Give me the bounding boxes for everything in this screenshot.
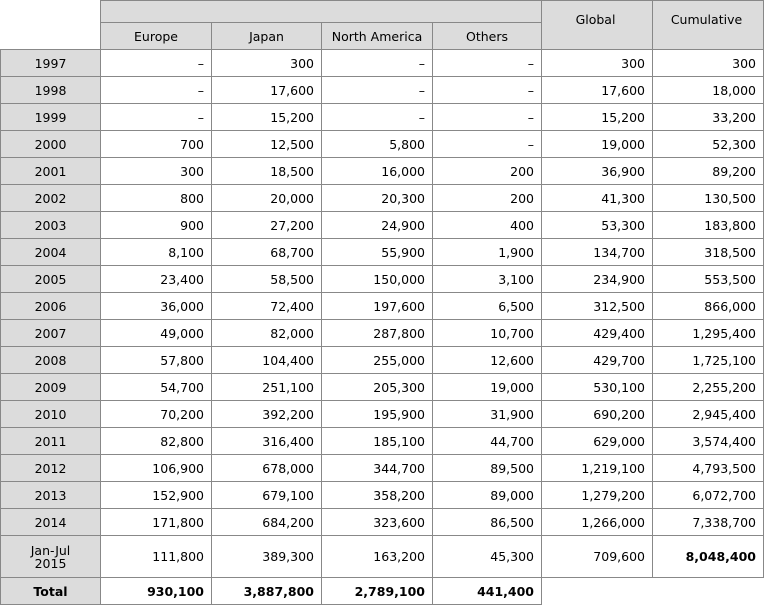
- table-row-total: [1, 578, 764, 605]
- cumulative-cell: 183,800: [653, 212, 764, 239]
- north-america-cell: 205,300: [322, 374, 433, 401]
- japan-cell: 251,100: [212, 374, 322, 401]
- table-row: [1, 482, 764, 509]
- cumulative-cell: 18,000: [653, 77, 764, 104]
- region-group-header: [101, 1, 542, 23]
- table-row: [1, 428, 764, 455]
- global-cell: 36,900: [542, 158, 653, 185]
- japan-cell: 17,600: [212, 77, 322, 104]
- others-cell: –: [433, 50, 542, 77]
- europe-cell: 111,800: [101, 536, 212, 578]
- year-cell: 2004: [1, 239, 101, 266]
- others-cell: 400: [433, 212, 542, 239]
- year-cell: 2010: [1, 401, 101, 428]
- global-cell: 429,400: [542, 320, 653, 347]
- year-cell: 2005: [1, 266, 101, 293]
- global-cell: 53,300: [542, 212, 653, 239]
- europe-cell: 36,000: [101, 293, 212, 320]
- year-cell: 2002: [1, 185, 101, 212]
- north-america-cell: 185,100: [322, 428, 433, 455]
- total-label: Total: [1, 578, 101, 605]
- header-japan: Japan: [212, 23, 322, 50]
- others-cell: 200: [433, 185, 542, 212]
- europe-cell: –: [101, 77, 212, 104]
- japan-cell: 12,500: [212, 131, 322, 158]
- table-row: [1, 374, 764, 401]
- table-row: [1, 401, 764, 428]
- table-row: [1, 158, 764, 185]
- cumulative-cell: 2,945,400: [653, 401, 764, 428]
- cumulative-cell: 866,000: [653, 293, 764, 320]
- global-cell: 15,200: [542, 104, 653, 131]
- global-cell: 234,900: [542, 266, 653, 293]
- japan-cell: 27,200: [212, 212, 322, 239]
- year-cell: 2013: [1, 482, 101, 509]
- europe-cell: 900: [101, 212, 212, 239]
- year-cell: 2000: [1, 131, 101, 158]
- europe-cell: 700: [101, 131, 212, 158]
- north-america-cell: 344,700: [322, 455, 433, 482]
- global-cell: 1,279,200: [542, 482, 653, 509]
- north-america-cell: 163,200: [322, 536, 433, 578]
- cumulative-cell: 318,500: [653, 239, 764, 266]
- table-row: [1, 293, 764, 320]
- year-cell: 2008: [1, 347, 101, 374]
- total-empty-tail: [542, 578, 764, 605]
- others-cell: 200: [433, 158, 542, 185]
- total-europe: 930,100: [101, 578, 212, 605]
- europe-cell: 300: [101, 158, 212, 185]
- year-cell: 2009: [1, 374, 101, 401]
- others-cell: 12,600: [433, 347, 542, 374]
- japan-cell: 316,400: [212, 428, 322, 455]
- cumulative-cell: 3,574,400: [653, 428, 764, 455]
- global-cell: 312,500: [542, 293, 653, 320]
- cumulative-cell: 6,072,700: [653, 482, 764, 509]
- cumulative-cell: 300: [653, 50, 764, 77]
- year-cell: [1, 536, 101, 578]
- global-cell: 300: [542, 50, 653, 77]
- north-america-cell: 255,000: [322, 347, 433, 374]
- global-cell: 429,700: [542, 347, 653, 374]
- others-cell: 89,500: [433, 455, 542, 482]
- global-cell: 134,700: [542, 239, 653, 266]
- table-row: [1, 50, 764, 77]
- europe-cell: 800: [101, 185, 212, 212]
- japan-cell: 679,100: [212, 482, 322, 509]
- north-america-cell: 287,800: [322, 320, 433, 347]
- others-cell: 3,100: [433, 266, 542, 293]
- header-others: Others: [433, 23, 542, 50]
- year-cell: 2012: [1, 455, 101, 482]
- north-america-cell: 150,000: [322, 266, 433, 293]
- others-cell: 10,700: [433, 320, 542, 347]
- japan-cell: 389,300: [212, 536, 322, 578]
- north-america-cell: 195,900: [322, 401, 433, 428]
- cumulative-cell: 2,255,200: [653, 374, 764, 401]
- year-cell: 2001: [1, 158, 101, 185]
- year-cell: 2014: [1, 509, 101, 536]
- table-row: [1, 347, 764, 374]
- total-others: 441,400: [433, 578, 542, 605]
- japan-cell: 104,400: [212, 347, 322, 374]
- north-america-cell: 55,900: [322, 239, 433, 266]
- table-row-partial-year: [1, 536, 764, 578]
- cumulative-cell: 553,500: [653, 266, 764, 293]
- table-row: [1, 212, 764, 239]
- japan-cell: 58,500: [212, 266, 322, 293]
- others-cell: 45,300: [433, 536, 542, 578]
- year-cell: 1998: [1, 77, 101, 104]
- japan-cell: 15,200: [212, 104, 322, 131]
- table-row: [1, 320, 764, 347]
- others-cell: –: [433, 131, 542, 158]
- cumulative-cell: 1,725,100: [653, 347, 764, 374]
- japan-cell: 684,200: [212, 509, 322, 536]
- cumulative-cell: 8,048,400: [653, 536, 764, 578]
- table-row: [1, 185, 764, 212]
- cumulative-cell: 130,500: [653, 185, 764, 212]
- year-cell: 2003: [1, 212, 101, 239]
- others-cell: 1,900: [433, 239, 542, 266]
- japan-cell: 18,500: [212, 158, 322, 185]
- europe-cell: 8,100: [101, 239, 212, 266]
- north-america-cell: 20,300: [322, 185, 433, 212]
- north-america-cell: 16,000: [322, 158, 433, 185]
- cumulative-cell: 4,793,500: [653, 455, 764, 482]
- total-north-america: 2,789,100: [322, 578, 433, 605]
- table-body: [1, 50, 764, 605]
- europe-cell: 152,900: [101, 482, 212, 509]
- japan-cell: 678,000: [212, 455, 322, 482]
- global-cell: 1,219,100: [542, 455, 653, 482]
- table-row: [1, 266, 764, 293]
- north-america-cell: –: [322, 50, 433, 77]
- europe-cell: 54,700: [101, 374, 212, 401]
- europe-cell: 106,900: [101, 455, 212, 482]
- others-cell: 19,000: [433, 374, 542, 401]
- europe-cell: 49,000: [101, 320, 212, 347]
- japan-cell: 20,000: [212, 185, 322, 212]
- japan-cell: 392,200: [212, 401, 322, 428]
- cumulative-cell: 52,300: [653, 131, 764, 158]
- others-cell: –: [433, 104, 542, 131]
- north-america-cell: 323,600: [322, 509, 433, 536]
- north-america-cell: 24,900: [322, 212, 433, 239]
- global-cell: 530,100: [542, 374, 653, 401]
- header-europe: Europe: [101, 23, 212, 50]
- europe-cell: 23,400: [101, 266, 212, 293]
- table-row: [1, 455, 764, 482]
- year-line1: Jan-Jul: [30, 542, 71, 558]
- year-cell: 1999: [1, 104, 101, 131]
- japan-cell: 72,400: [212, 293, 322, 320]
- europe-cell: 70,200: [101, 401, 212, 428]
- others-cell: –: [433, 77, 542, 104]
- table-row: [1, 239, 764, 266]
- year-cell: 2011: [1, 428, 101, 455]
- europe-cell: 57,800: [101, 347, 212, 374]
- others-cell: 31,900: [433, 401, 542, 428]
- north-america-cell: 5,800: [322, 131, 433, 158]
- global-cell: 709,600: [542, 536, 653, 578]
- global-cell: 41,300: [542, 185, 653, 212]
- north-america-cell: 358,200: [322, 482, 433, 509]
- cumulative-cell: 33,200: [653, 104, 764, 131]
- table-row: [1, 509, 764, 536]
- table-row: [1, 104, 764, 131]
- others-cell: 89,000: [433, 482, 542, 509]
- cumulative-cell: 7,338,700: [653, 509, 764, 536]
- table-row: [1, 131, 764, 158]
- year-cell: 1997: [1, 50, 101, 77]
- global-cell: 1,266,000: [542, 509, 653, 536]
- global-cell: 19,000: [542, 131, 653, 158]
- header-north-america: North America: [322, 23, 433, 50]
- north-america-cell: –: [322, 104, 433, 131]
- year-line2: 2015: [34, 555, 67, 571]
- global-cell: 17,600: [542, 77, 653, 104]
- north-america-cell: 197,600: [322, 293, 433, 320]
- others-cell: 44,700: [433, 428, 542, 455]
- header-cumulative: Cumulative: [653, 1, 764, 50]
- header-global: Global: [542, 1, 653, 50]
- table-row: [1, 77, 764, 104]
- cumulative-cell: 89,200: [653, 158, 764, 185]
- europe-cell: 171,800: [101, 509, 212, 536]
- others-cell: 86,500: [433, 509, 542, 536]
- japan-cell: 300: [212, 50, 322, 77]
- total-japan: 3,887,800: [212, 578, 322, 605]
- europe-cell: –: [101, 50, 212, 77]
- others-cell: 6,500: [433, 293, 542, 320]
- global-cell: 629,000: [542, 428, 653, 455]
- corner-blank: [1, 1, 101, 50]
- europe-cell: –: [101, 104, 212, 131]
- global-cell: 690,200: [542, 401, 653, 428]
- japan-cell: 68,700: [212, 239, 322, 266]
- year-cell: 2006: [1, 293, 101, 320]
- cumulative-cell: 1,295,400: [653, 320, 764, 347]
- north-america-cell: –: [322, 77, 433, 104]
- japan-cell: 82,000: [212, 320, 322, 347]
- year-cell: 2007: [1, 320, 101, 347]
- europe-cell: 82,800: [101, 428, 212, 455]
